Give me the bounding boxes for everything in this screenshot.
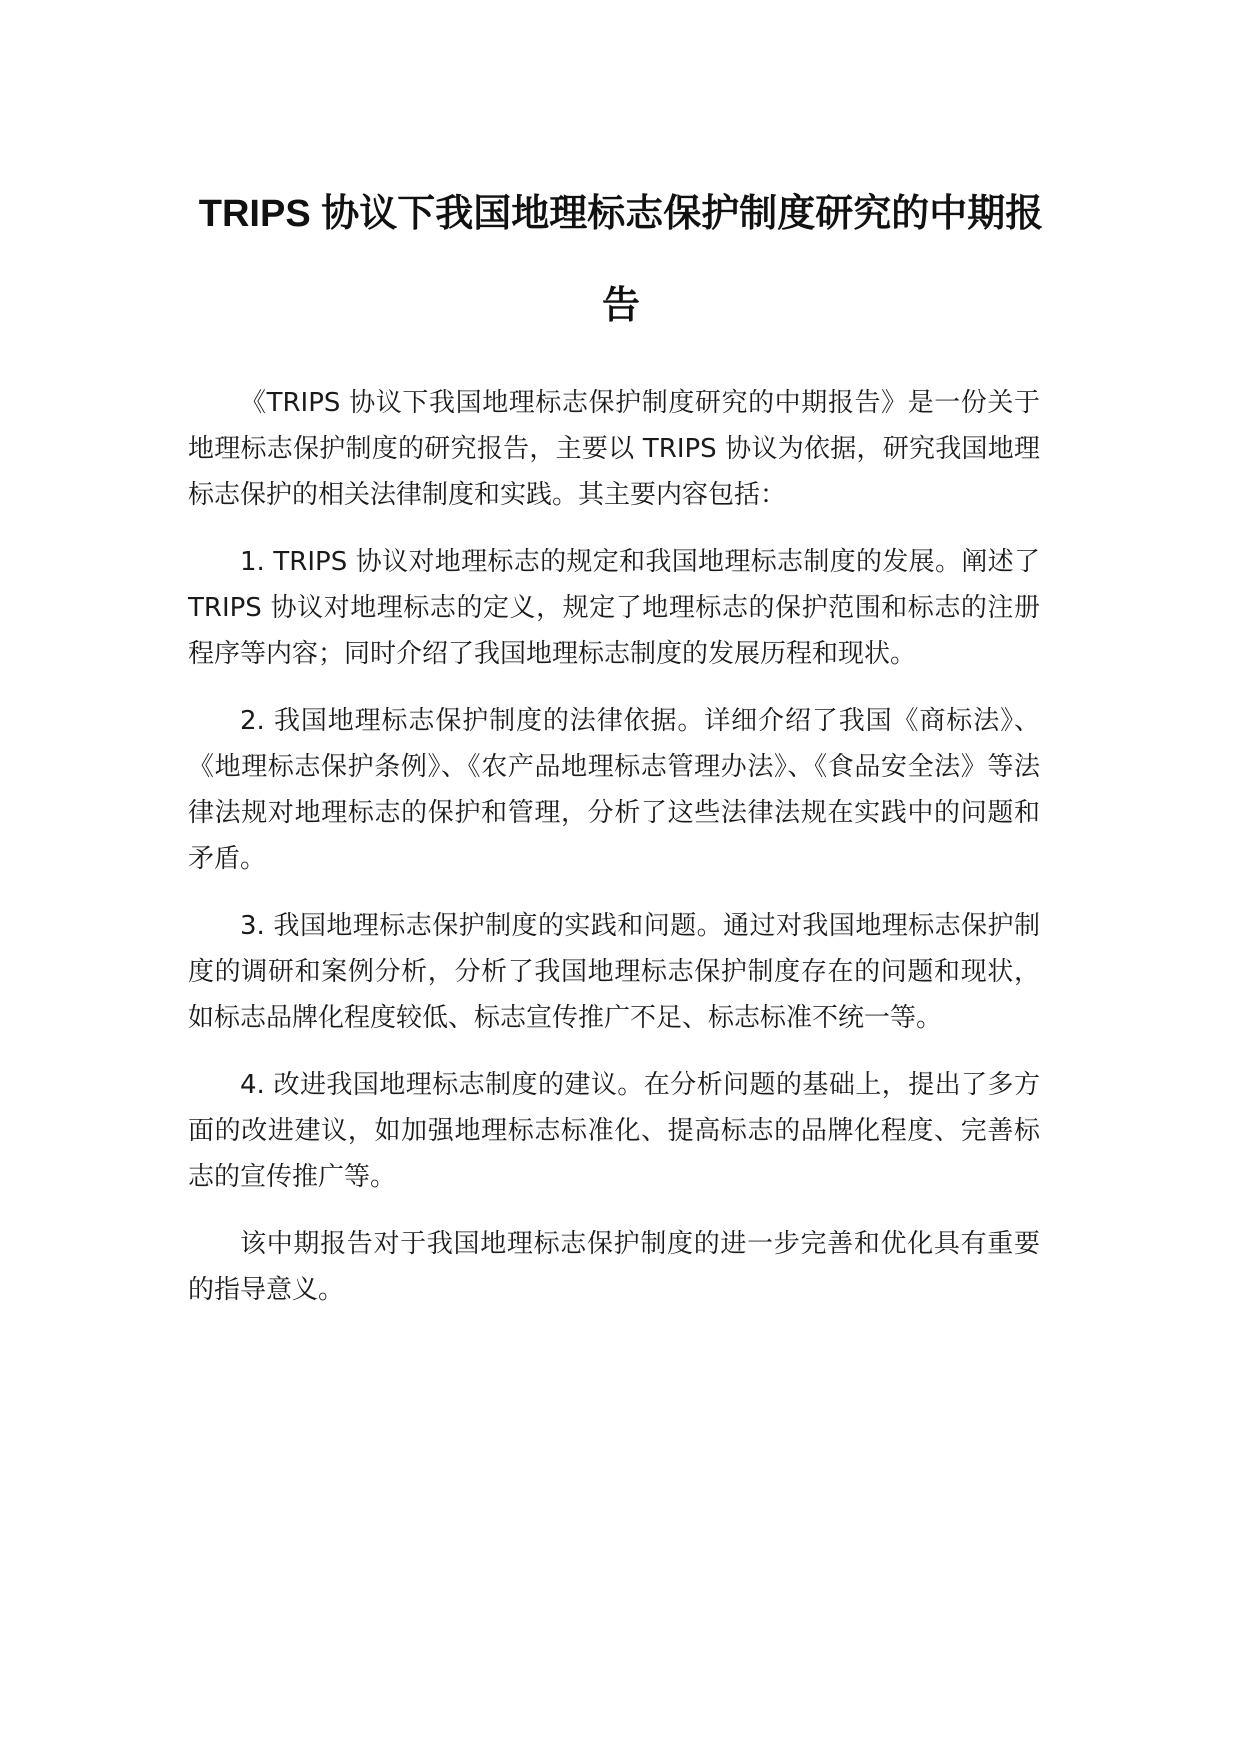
- point-3-paragraph: 3. 我国地理标志保护制度的实践和问题。通过对我国地理标志保护制度的调研和案例分析，分析了我国地理标志保护制度存在的问题和现状，如标志品牌化程度较低、标志宣传推广不足、标志标准不统一等。: [188, 911, 1040, 1033]
- document-body: [188, 380, 1040, 1334]
- point-4-paragraph: 4. 改进我国地理标志制度的建议。在分析问题的基础上，提出了多方面的改进建议，如加强地理标志标准化、提高标志的品牌化程度、完善标志的宣传推广等。: [188, 1070, 1040, 1192]
- conclusion-paragraph: 该中期报告对于我国地理标志保护制度的进一步完善和优化具有重要的指导意义。: [188, 1229, 1040, 1305]
- intro-paragraph: 《TRIPS 协议下我国地理标志保护制度研究的中期报告》是一份关于地理标志保护制度的研究报告，主要以 TRIPS 协议为依据，研究我国地理标志保护的相关法律制度和实践。其主要内容包括：: [188, 388, 1040, 510]
- point-2-paragraph: 2. 我国地理标志保护制度的法律依据。详细介绍了我国《商标法》、《地理标志保护条例》、《农产品地理标志管理办法》、《食品安全法》等法律法规对地理标志的保护和管理，分析了这些法律法规在实践中的问题和矛盾。: [188, 706, 1040, 874]
- document-title: TRIPS 协议下我国地理标志保护制度研究的中期报告: [198, 193, 1044, 327]
- point-1-paragraph: 1. TRIPS 协议对地理标志的规定和我国地理标志制度的发展。阐述了 TRIPS 协议对地理标志的定义，规定了地理标志的保护范围和标志的注册程序等内容；同时介绍了我国地理标志制度的发展历程和现状。: [188, 547, 1040, 669]
